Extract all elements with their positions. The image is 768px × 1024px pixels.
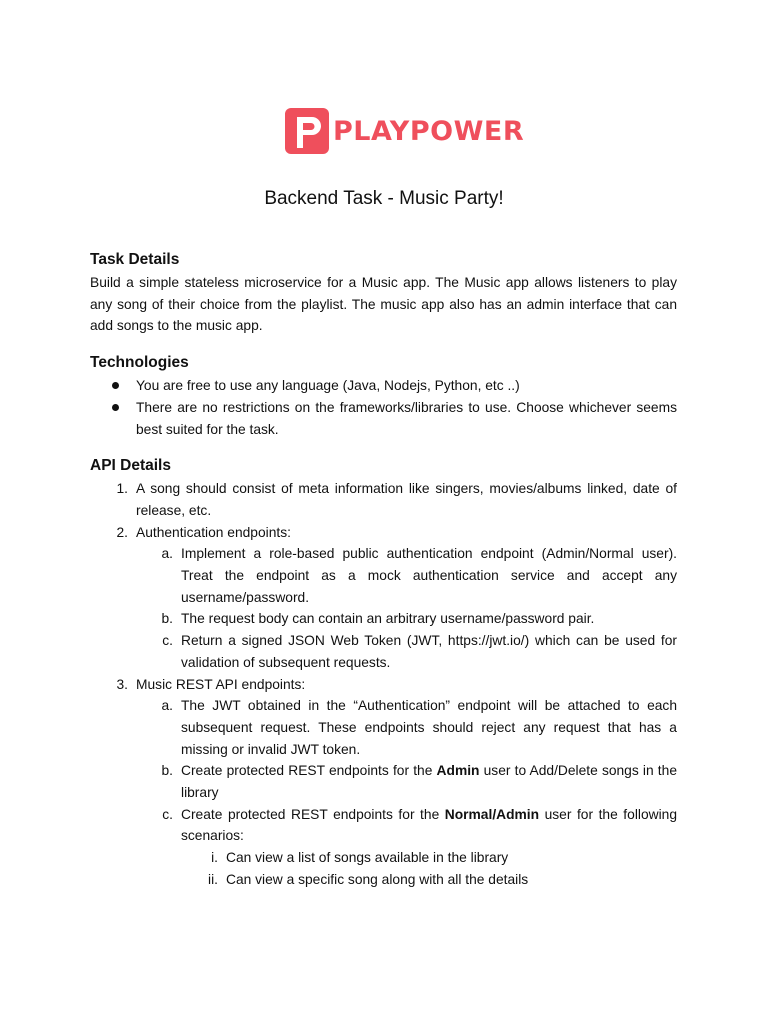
list-item	[90, 375, 677, 397]
list-item-text: The JWT obtained in the “Authentication” endpoint will be attached to each subsequent request. These endpoints should reject any request that has a missing or invalid JWT token.	[181, 698, 677, 757]
list-marker: c.	[162, 806, 173, 822]
list-item-text: The request body can contain an arbitrary username/password pair.	[181, 611, 595, 627]
task-details-text: Build a simple stateless microservice for a Music app. The Music app allows listeners to play any song of their choice from the playlist. The music app also has an admin interface that can add songs to the music app.	[90, 275, 677, 334]
technologies-heading: Technologies	[90, 354, 189, 372]
sub-list-item	[90, 630, 677, 673]
text-run: user for the following scenarios:	[181, 806, 677, 844]
list-marker: a.	[161, 546, 173, 562]
list-marker: i.	[211, 850, 218, 866]
list-marker: b.	[161, 763, 173, 779]
role-normal-admin: Normal/Admin	[444, 806, 540, 822]
sub-list-item	[90, 695, 677, 760]
task-details-section	[90, 248, 677, 337]
list-item	[90, 478, 677, 521]
list-item-text: Implement a role-based public authentication endpoint (Admin/Normal user). Treat the endpoint as a mock authentication service and accept any username/password.	[181, 546, 677, 605]
list-marker: a.	[161, 698, 173, 714]
logo-wordmark: PLAYPOWER	[333, 115, 525, 147]
api-details-heading: API Details	[90, 457, 171, 475]
list-item-text: You are free to use any language (Java, Nodejs, Python, etc ..)	[136, 378, 520, 394]
list-marker: 1.	[116, 481, 128, 497]
list-marker: c.	[162, 633, 173, 649]
list-item	[90, 397, 677, 440]
role-admin: Admin	[436, 763, 480, 779]
list-item-text: Authentication endpoints:	[136, 524, 291, 540]
document-body	[90, 248, 677, 891]
sub-list-item	[90, 804, 677, 847]
bullet-icon	[112, 382, 119, 389]
technologies-list	[90, 375, 677, 440]
list-item-text: Return a signed JSON Web Token (JWT, https://jwt.io/) which can be used for validation of subsequent requests.	[181, 633, 677, 670]
list-item-text: Music REST API endpoints:	[136, 676, 306, 692]
list-item	[90, 674, 677, 696]
sub-list-item	[90, 608, 677, 630]
text-run: user to Add/Delete songs in the library	[181, 763, 677, 801]
list-marker: ii.	[208, 871, 218, 887]
sub-sub-list-item	[90, 847, 677, 869]
list-marker: 2.	[116, 524, 128, 540]
text-run: Create protected REST endpoints for the	[181, 806, 445, 822]
technologies-section	[90, 351, 677, 440]
list-item-text: A song should consist of meta information like singers, movies/albums linked, date of release, etc.	[136, 481, 677, 518]
sub-list-item	[90, 543, 677, 608]
playpower-logo	[284, 106, 524, 156]
list-marker: b.	[161, 611, 173, 627]
list-marker: 3.	[116, 676, 128, 692]
sub-list-item	[90, 760, 677, 803]
api-details-list	[90, 478, 677, 890]
document-title: Backend Task - Music Party!	[264, 188, 504, 209]
list-item	[90, 522, 677, 544]
bullet-icon	[112, 404, 119, 411]
list-item-text: Can view a list of songs available in the library	[226, 850, 509, 866]
list-item-text	[181, 763, 677, 800]
text-run: Create protected REST endpoints for the	[181, 763, 437, 779]
list-item-text: Can view a specific song along with all the details	[226, 871, 529, 887]
task-details-heading: Task Details	[90, 251, 180, 268]
list-item-text: There are no restrictions on the frameworks/libraries to use. Choose whichever seems best suited for the task.	[136, 399, 677, 437]
api-details-section	[90, 454, 677, 890]
list-item-text	[181, 807, 677, 844]
playpower-logo-icon	[284, 107, 330, 155]
sub-sub-list-item	[90, 869, 677, 891]
